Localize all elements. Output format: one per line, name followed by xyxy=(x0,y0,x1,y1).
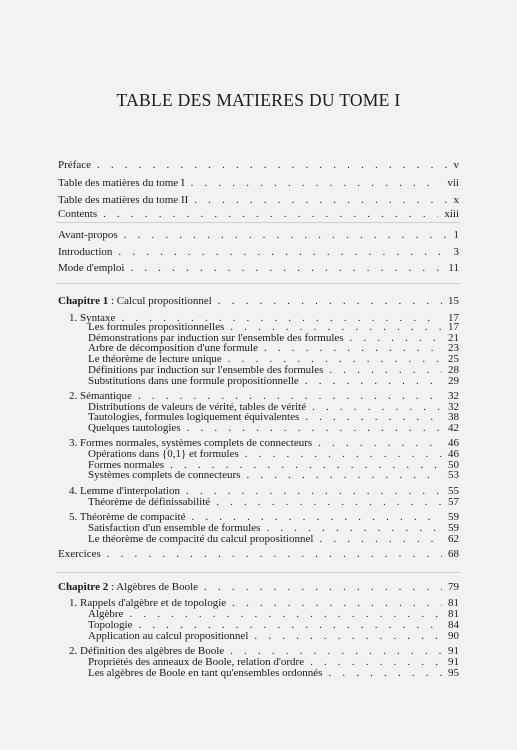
dot-leader xyxy=(187,422,442,434)
dot-leader xyxy=(194,194,447,206)
toc-entry-label xyxy=(58,159,91,171)
toc-entry-text: Propriétés des anneaux de Boole, relation d'ordre xyxy=(88,656,305,668)
toc-page-number: 59 xyxy=(448,522,459,534)
toc-entry xyxy=(88,667,459,679)
dot-leader xyxy=(254,630,442,642)
toc-page-number: 90 xyxy=(448,630,459,642)
dot-leader xyxy=(118,246,447,258)
toc-page-number: 42 xyxy=(448,422,459,434)
toc-page-number: 17 xyxy=(448,312,459,324)
toc-entry-text: Systèmes complets de connecteurs xyxy=(88,469,241,481)
toc-entry xyxy=(88,375,459,387)
toc-entry-text: Table des matières du tome II xyxy=(58,194,189,206)
toc-page-number: 11 xyxy=(448,262,459,274)
toc-entry-label xyxy=(58,295,212,307)
toc-page-number: 25 xyxy=(448,353,459,365)
toc-page-number: v xyxy=(453,159,459,171)
toc-page-number: 46 xyxy=(448,448,459,460)
toc-page-number: 79 xyxy=(448,581,459,593)
toc-entry-text: 2. Sémantique xyxy=(69,390,132,402)
toc-entry-text: Tautologies, formules logiquement équivalentes xyxy=(88,411,300,423)
toc-page-number: 21 xyxy=(448,332,459,344)
toc-entry-text: Préface xyxy=(58,159,91,171)
toc-entry-label xyxy=(88,667,322,679)
dot-leader xyxy=(107,548,442,560)
toc-entry-text: Exercices xyxy=(58,548,101,560)
section-divider xyxy=(56,572,460,573)
toc-page-number: 62 xyxy=(448,533,459,545)
toc-entry-text: 5. Théorème de compacité xyxy=(69,511,186,523)
toc-entry-label xyxy=(58,581,198,593)
toc-entry xyxy=(88,496,459,508)
toc-entry-label xyxy=(58,246,112,258)
toc-entry xyxy=(58,229,459,241)
toc-entry-text: Introduction xyxy=(58,246,113,258)
toc-entry xyxy=(58,194,459,206)
toc-entry xyxy=(58,208,459,220)
dot-leader xyxy=(124,229,448,241)
toc-entry xyxy=(58,295,459,307)
toc-entry-text: Contents xyxy=(58,208,98,220)
toc-entry-label xyxy=(58,208,97,220)
dot-leader xyxy=(191,177,442,189)
toc-entry-text: Théorème de définissabilité xyxy=(88,496,211,508)
toc-entry xyxy=(58,177,459,189)
dot-leader xyxy=(97,159,448,171)
toc-entry-label xyxy=(58,177,185,189)
toc-entry-label xyxy=(58,194,188,206)
dot-leader xyxy=(218,295,442,307)
toc-page-number: 81 xyxy=(448,608,459,620)
toc-page-number: 38 xyxy=(448,411,459,423)
toc-entry-text: Le théorème de compacité du calcul propositionnel xyxy=(88,533,314,545)
toc-entry-label xyxy=(88,496,210,508)
toc-page-number: 50 xyxy=(448,459,459,471)
toc-page-number: 57 xyxy=(448,496,459,508)
toc-entry-text: Mode d'emploi xyxy=(58,262,125,274)
toc-entry xyxy=(88,533,459,545)
toc-page-number: 68 xyxy=(448,548,459,560)
toc-entry-text: Le théorème de lecture unique xyxy=(88,353,222,365)
dot-leader xyxy=(103,208,438,220)
toc-entry-text: : Calcul propositionnel xyxy=(108,295,212,307)
toc-entry-label xyxy=(88,630,248,642)
toc-entry-text: 1. Rappels d'algèbre et de topologie xyxy=(69,597,227,609)
toc-page-number: vii xyxy=(447,177,459,189)
toc-entry-text: Satisfaction d'un ensemble de formules xyxy=(88,522,261,534)
toc-entry-text: Démonstrations par induction sur l'ensemble des formules xyxy=(88,332,344,344)
toc-entry-text: Définitions par induction sur l'ensemble des formules xyxy=(88,364,324,376)
dot-leader xyxy=(305,375,442,387)
toc-entry-text: Table des matières du tome I xyxy=(58,177,185,189)
toc-page-number: 81 xyxy=(448,597,459,609)
toc-entry-label xyxy=(88,469,240,481)
toc-entry xyxy=(58,548,459,560)
toc-page-number: x xyxy=(453,194,459,206)
toc-entry-text: Substitutions dans une formule propositionnelle xyxy=(88,375,299,387)
chapter-number: Chapitre 1 xyxy=(58,295,109,307)
toc-page-number: 23 xyxy=(448,342,459,354)
dot-leader xyxy=(328,667,442,679)
toc-entry xyxy=(58,246,459,258)
section-divider xyxy=(56,222,460,223)
toc-page-number: 32 xyxy=(448,401,459,413)
toc-page-number: 1 xyxy=(453,229,459,241)
toc-page-number: 53 xyxy=(448,469,459,481)
toc-entry-text: 3. Formes normales, systèmes complets de connecteurs xyxy=(69,437,313,449)
dot-leader xyxy=(204,581,442,593)
toc-entry-text: Avant-propos xyxy=(58,229,118,241)
toc-page-number: 32 xyxy=(448,390,459,402)
toc-page-number: 15 xyxy=(448,295,459,307)
toc-entry-text: Les algèbres de Boole en tant qu'ensembles ordonnés xyxy=(88,667,323,679)
toc-page-number: 95 xyxy=(448,667,459,679)
toc-entry-text: Application au calcul propositionnel xyxy=(88,630,249,642)
toc-page-number: 59 xyxy=(448,511,459,523)
dot-leader xyxy=(319,533,442,545)
chapter-number: Chapitre 2 xyxy=(58,581,109,593)
toc-entry-text: Formes normales xyxy=(88,459,165,471)
toc-page-number: 91 xyxy=(448,645,459,657)
toc-entry xyxy=(58,581,459,593)
toc-entry xyxy=(88,630,459,642)
toc-entry xyxy=(88,422,459,434)
toc-page-number: 3 xyxy=(453,246,459,258)
toc-entry-text: : Algèbres de Boole xyxy=(108,581,199,593)
toc-page-number: 29 xyxy=(448,375,459,387)
toc-entry-text: 1. Syntaxe xyxy=(69,312,116,324)
toc-entry-label xyxy=(58,548,101,560)
toc-entry-label xyxy=(88,533,313,545)
dot-leader xyxy=(130,262,442,274)
section-divider xyxy=(56,283,460,284)
toc-page-number: 91 xyxy=(448,656,459,668)
toc-entry-text: 4. Lemme d'interpolation xyxy=(69,485,181,497)
toc-page-number: 55 xyxy=(448,485,459,497)
toc-entry-label xyxy=(88,375,299,387)
toc-entry xyxy=(58,262,459,274)
toc-entry-text: Distributions de valeurs de vérité, tables de vérité xyxy=(88,401,307,413)
toc-entry-label xyxy=(88,422,181,434)
toc-entry xyxy=(58,159,459,171)
dot-leader xyxy=(246,469,442,481)
page-title: TABLE DES MATIERES DU TOME I xyxy=(116,90,401,110)
toc-page-number: 46 xyxy=(448,437,459,449)
toc-entry-text: Quelques tautologies xyxy=(88,422,181,434)
toc-page-number: 84 xyxy=(448,619,459,631)
toc-entry-text: Opérations dans {0,1} et formules xyxy=(88,448,239,460)
toc-entry xyxy=(88,469,459,481)
toc-entry-text: 2. Définition des algèbres de Boole xyxy=(69,645,225,657)
toc-entry-text: Algèbre xyxy=(88,608,124,620)
toc-page-number: xiii xyxy=(444,208,459,220)
toc-page-number: 17 xyxy=(448,321,459,333)
toc-entry-text: Topologie xyxy=(88,619,133,631)
toc-entry-text: Arbre de décomposition d'une formule xyxy=(88,342,258,354)
toc-entry-text: Les formules propositionnelles xyxy=(88,321,225,333)
toc-entry-label xyxy=(58,229,118,241)
toc-entry-label xyxy=(58,262,124,274)
toc-page-number: 28 xyxy=(448,364,459,376)
dot-leader xyxy=(216,496,442,508)
